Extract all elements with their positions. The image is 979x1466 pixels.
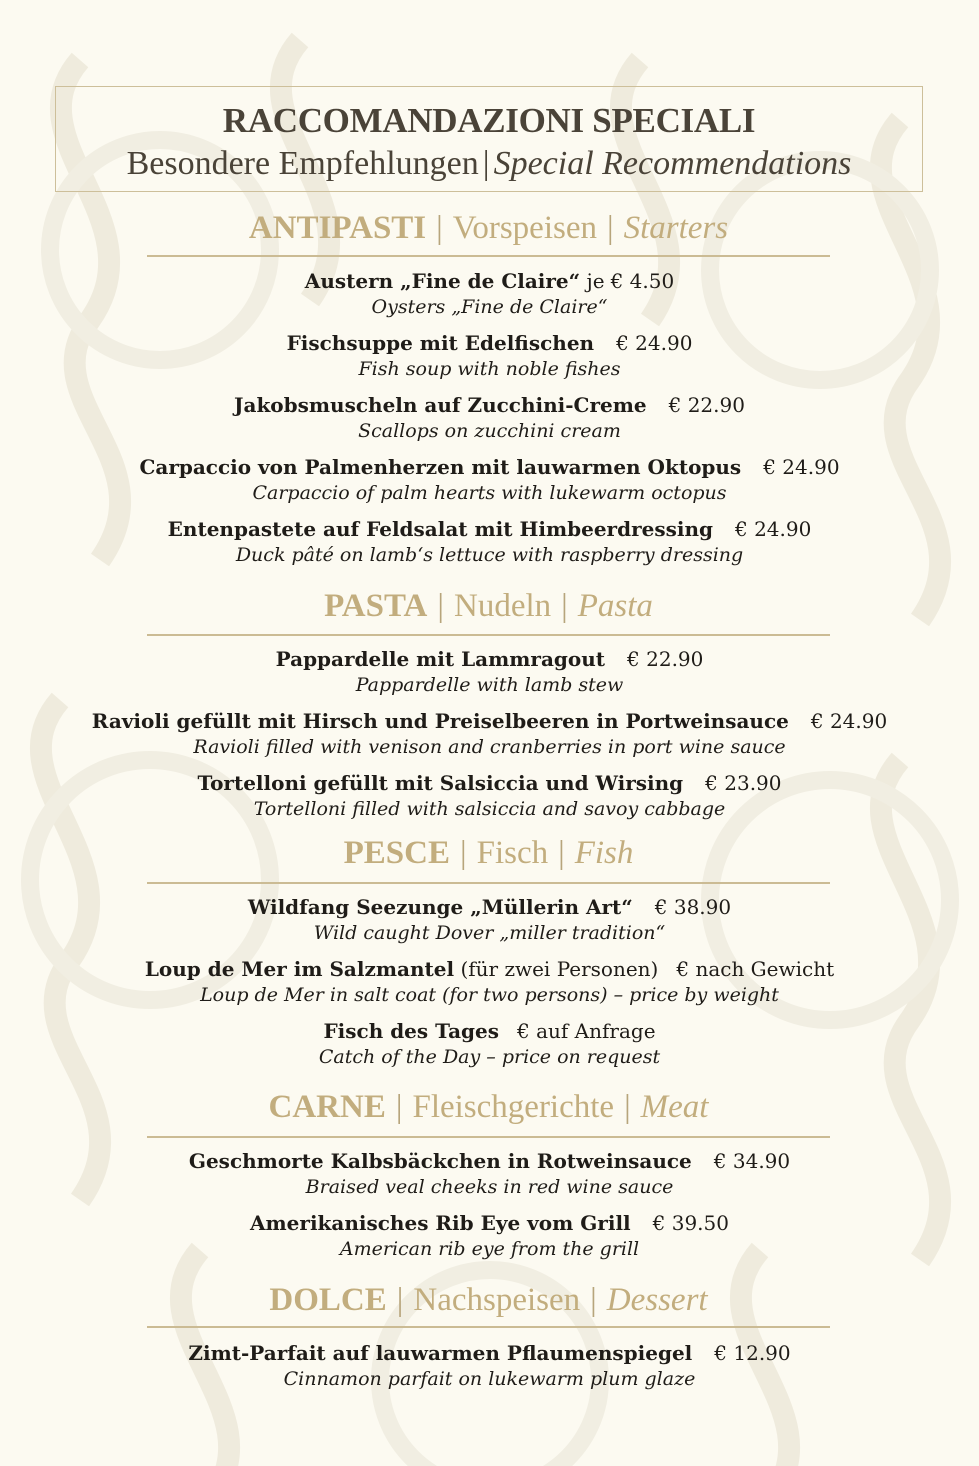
item-price: € 4.50 <box>610 269 675 293</box>
menu-item <box>40 646 939 698</box>
section-separator: | <box>459 835 467 871</box>
menu-item <box>40 454 939 506</box>
item-translation: Carpaccio of palm hearts with lukewarm octopus <box>252 482 727 504</box>
item-name: Carpaccio von Palmenherzen mit lauwarmen Oktopus <box>139 455 742 479</box>
section-title-english: Meat <box>640 1089 709 1125</box>
item-name: Geschmorte Kalbsbäckchen in Rotweinsauce <box>188 1149 692 1173</box>
section-divider <box>147 1136 830 1138</box>
item-price: € auf Anfrage <box>517 1019 656 1043</box>
item-price: € 22.90 <box>627 647 704 671</box>
item-name: Fischsuppe mit Edelfischen <box>286 331 595 355</box>
section-separator: | <box>437 588 444 624</box>
subtitle-english: Special Recommendations <box>493 145 852 182</box>
section-title-english: Fish <box>574 835 634 871</box>
item-translation: Wild caught Dover „miller tradition“ <box>313 922 666 944</box>
section-title-german: Nachspeisen <box>413 1282 581 1318</box>
section-heading-dolce <box>147 1280 830 1320</box>
section-heading-pesce <box>147 833 830 873</box>
item-translation: Cinnamon parfait on lukewarm plum glaze <box>283 1368 696 1390</box>
item-price: € 24.90 <box>734 517 812 541</box>
item-name: Pappardelle mit Lammragout <box>275 647 606 671</box>
item-translation: Tortelloni filled with salsiccia and savoy cabbage <box>253 798 726 820</box>
item-name: Entenpastete auf Feldsalat mit Himbeerdressing <box>167 517 713 541</box>
section-divider <box>147 1326 830 1328</box>
item-price: € nach Gewicht <box>676 957 835 981</box>
item-price: € 24.90 <box>616 331 693 355</box>
menu-item <box>40 330 939 382</box>
item-price: € 12.90 <box>714 1341 791 1365</box>
subtitle-separator: | <box>482 145 490 182</box>
item-name: Amerikanisches Rib Eye vom Grill <box>250 1211 631 1235</box>
item-name: Tortelloni gefüllt mit Salsiccia und Wirsing <box>197 771 684 795</box>
item-name: Loup de Mer im Salzmantel <box>144 957 455 981</box>
item-translation: Scallops on zucchini cream <box>358 420 621 442</box>
page-title: RACCOMANDAZIONI SPECIALI <box>222 101 756 140</box>
section-title-italian: DOLCE <box>269 1282 387 1318</box>
section-divider <box>147 255 830 257</box>
section-separator: | <box>561 588 568 624</box>
item-name: Fisch des Tages <box>323 1019 500 1043</box>
section-title-italian: CARNE <box>268 1089 386 1125</box>
menu-item <box>40 708 939 760</box>
section-separator: | <box>396 1282 404 1318</box>
menu-item <box>40 1210 939 1262</box>
menu-item <box>40 1148 939 1200</box>
item-translation: Duck pâté on lamb‘s lettuce with raspberry dressing <box>235 544 744 566</box>
section-heading-carne <box>147 1087 830 1127</box>
section-title-italian: PESCE <box>343 835 450 871</box>
section-title-german: Fleischgerichte <box>412 1089 615 1125</box>
menu-item <box>40 392 939 444</box>
item-name: Zimt-Parfait auf lauwarmen Pflaumenspiegel <box>188 1341 693 1365</box>
item-qualifier: (für zwei Personen) <box>460 957 659 981</box>
item-translation: Loup de Mer in salt coat (for two persons) – price by weight <box>200 984 779 1006</box>
menu-item <box>40 894 939 946</box>
section-heading-antipasti <box>147 208 830 248</box>
menu-item <box>40 770 939 822</box>
item-translation: Braised veal cheeks in red wine sauce <box>305 1176 674 1198</box>
item-price: € 24.90 <box>810 709 888 733</box>
menu-item <box>40 516 939 568</box>
section-divider <box>147 882 830 884</box>
title-box <box>55 86 923 192</box>
section-title-german: Fisch <box>476 835 549 871</box>
menu-item <box>40 956 939 1008</box>
page-subtitle <box>56 145 922 183</box>
section-separator: | <box>590 1282 597 1318</box>
section-separator: | <box>436 210 443 246</box>
menu-item <box>40 1018 939 1070</box>
section-separator: | <box>395 1089 403 1125</box>
section-title-english: Dessert <box>606 1282 708 1318</box>
section-separator: | <box>606 210 614 246</box>
item-translation: Pappardelle with lamb stew <box>355 674 624 696</box>
section-title-english: Starters <box>623 210 729 246</box>
section-title-italian: ANTIPASTI <box>248 210 427 246</box>
item-translation: Fish soup with noble fishes <box>358 358 621 380</box>
item-price: € 22.90 <box>668 393 745 417</box>
menu-item <box>40 268 939 320</box>
item-price: € 23.90 <box>705 771 782 795</box>
item-name: Jakobsmuscheln auf Zucchini-Creme <box>234 393 647 417</box>
item-translation: Oysters „Fine de Claire“ <box>371 296 608 318</box>
item-translation: Catch of the Day – price on request <box>318 1046 661 1068</box>
section-divider <box>147 634 830 636</box>
item-price: € 38.90 <box>654 895 732 919</box>
section-separator: | <box>624 1089 631 1125</box>
item-qualifier: je <box>586 269 605 293</box>
item-price: € 39.50 <box>652 1211 729 1235</box>
subtitle-german: Besondere Empfehlungen <box>126 145 479 182</box>
section-title-german: Vorspeisen <box>452 210 597 246</box>
item-translation: American rib eye from the grill <box>339 1238 640 1260</box>
section-title-german: Nudeln <box>453 588 552 624</box>
item-name: Austern „Fine de Claire“ <box>304 269 581 293</box>
item-price: € 34.90 <box>713 1149 791 1173</box>
item-price: € 24.90 <box>763 455 840 479</box>
section-title-italian: PASTA <box>324 588 428 624</box>
section-separator: | <box>558 835 565 871</box>
section-title-english: Pasta <box>577 588 653 624</box>
menu-item <box>40 1340 939 1392</box>
item-name: Wildfang Seezunge „Müllerin Art“ <box>247 895 633 919</box>
section-heading-pasta <box>147 586 830 626</box>
item-translation: Ravioli filled with venison and cranberries in port wine sauce <box>193 736 786 758</box>
item-name: Ravioli gefüllt mit Hirsch und Preiselbeeren in Portweinsauce <box>91 709 789 733</box>
